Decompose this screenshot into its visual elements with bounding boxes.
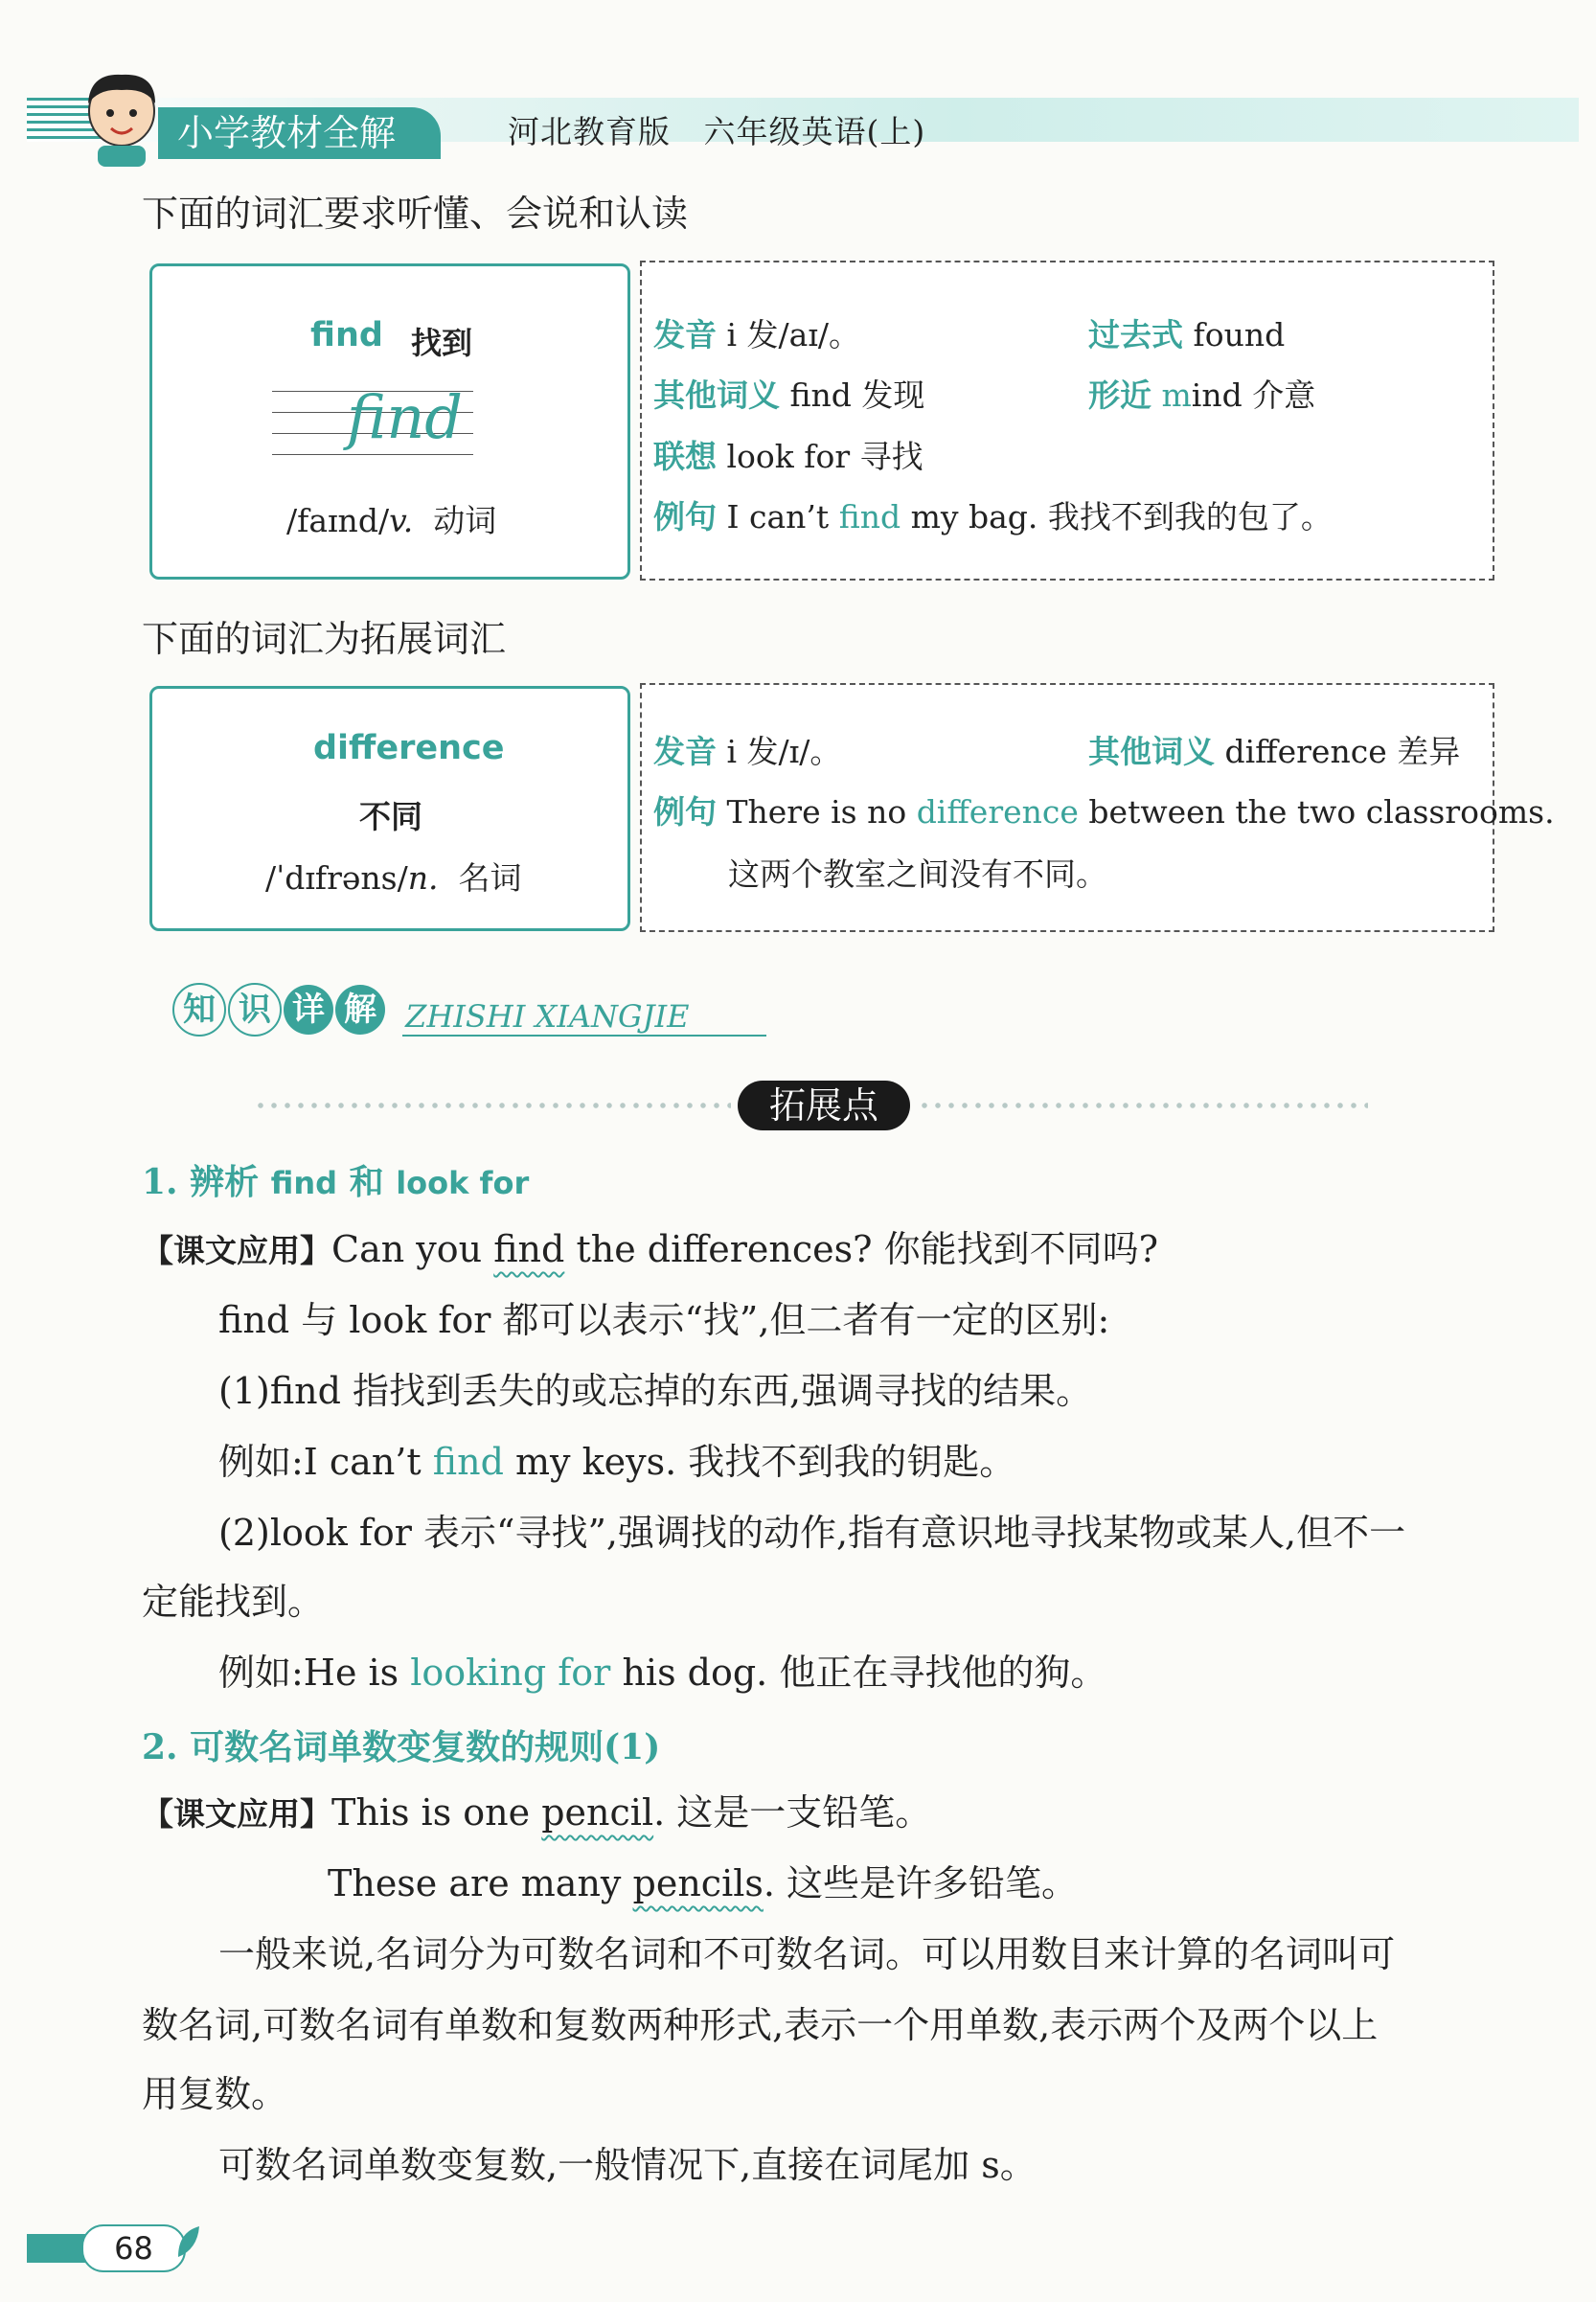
pron-find: 发音 i 发/aɪ/。	[653, 316, 861, 353]
point2-para4: 可数名词单数变复数,一般情况下,直接在词尾加 s。	[218, 2144, 1037, 2186]
past-find: 过去式 found	[1088, 316, 1286, 353]
zhishi-underline	[402, 1035, 766, 1037]
point2-para1: 一般来说,名词分为可数名词和不可数名词。可以用数目来计算的名词叫可	[218, 1933, 1396, 1975]
section2-title: 下面的词汇为拓展词汇	[142, 618, 507, 660]
word-difference-meaning: 不同	[359, 798, 422, 835]
word-difference: difference	[313, 729, 505, 767]
edition: 河北教育版	[508, 113, 671, 150]
page-number: 68	[81, 2224, 186, 2272]
word-card-difference	[149, 686, 630, 931]
section1-title: 下面的词汇要求听懂、会说和认读	[142, 193, 689, 235]
point1-para3a: (2)look for 表示“寻找”,强调找的动作,指有意识地寻找某物或某人,但不一	[218, 1512, 1406, 1554]
word-find: find	[310, 316, 383, 354]
similar-find: 形近 mind 介意	[1088, 376, 1316, 414]
zhishi-pinyin: ZHISHI XIANGJIE	[405, 997, 690, 1035]
book-title: 六年级英语(上)	[703, 113, 926, 150]
point1-para3b: 定能找到。	[142, 1581, 325, 1623]
handwriting-find: find	[347, 382, 463, 452]
example-difference: 例句 There is no difference between the two classrooms.	[653, 793, 1555, 831]
point1-heading: 1. 辨析 find 和 look for	[142, 1162, 530, 1202]
word-info-find	[640, 261, 1494, 581]
leaf-icon	[174, 2222, 203, 2261]
expand-point-badge: 拓展点	[738, 1081, 910, 1130]
word-difference-phonetic: /ˈdɪfrəns/n. 名词	[265, 859, 522, 897]
badge-dots-left	[254, 1100, 731, 1111]
zhishi-banner	[172, 983, 689, 1037]
point1-example2: 例如:He is looking for his dog. 他正在寻找他的狗。	[218, 1652, 1107, 1694]
word-find-phonetic: /faɪnd/v. 动词	[286, 502, 497, 539]
series-title: 小学教材全解	[158, 107, 441, 159]
zhishi-char-1: 知	[172, 983, 226, 1037]
example-find: 例句 I can’t find my bag. 我找不到我的包了。	[653, 498, 1333, 536]
point1-para1: find 与 look for 都可以表示“找”,但二者有一定的区别:	[218, 1299, 1110, 1341]
assoc-find: 联想 look for 寻找	[653, 438, 923, 475]
pron-difference: 发音 i 发/ɪ/。	[653, 733, 842, 770]
point1-application: 【课文应用】Can you find the differences? 你能找到不同吗?	[142, 1228, 1158, 1270]
point2-application-2: These are many pencils. 这些是许多铅笔。	[328, 1862, 1079, 1904]
word-find-meaning: 找到	[411, 325, 473, 361]
point2-para3: 用复数。	[142, 2073, 288, 2115]
word-info-difference	[640, 683, 1555, 932]
handwriting-lines	[272, 383, 473, 464]
other-difference: 其他词义 difference 差异	[1088, 733, 1461, 770]
point1-example1: 例如:I can’t find my keys. 我找不到我的钥匙。	[218, 1441, 1016, 1483]
example-difference-cn: 这两个教室之间没有不同。	[728, 855, 1107, 893]
other-find: 其他词义 find 发现	[653, 376, 925, 414]
zhishi-char-3: 详	[284, 985, 333, 1035]
word-card-find	[149, 263, 630, 580]
point2-para2: 数名词,可数名词有单数和复数两种形式,表示一个用单数,表示两个及两个以上	[142, 2004, 1379, 2046]
book-info	[508, 107, 925, 152]
point2-application: 【课文应用】This is one pencil. 这是一支铅笔。	[142, 1791, 932, 1834]
zhishi-char-2: 识	[228, 983, 282, 1037]
badge-dots-right	[918, 1100, 1368, 1111]
zhishi-char-4: 解	[335, 985, 385, 1035]
point1-para2: (1)find 指找到丢失的或忘掉的东西,强调寻找的结果。	[218, 1370, 1093, 1412]
point2-heading: 2. 可数名词单数变复数的规则(1)	[142, 1727, 661, 1767]
